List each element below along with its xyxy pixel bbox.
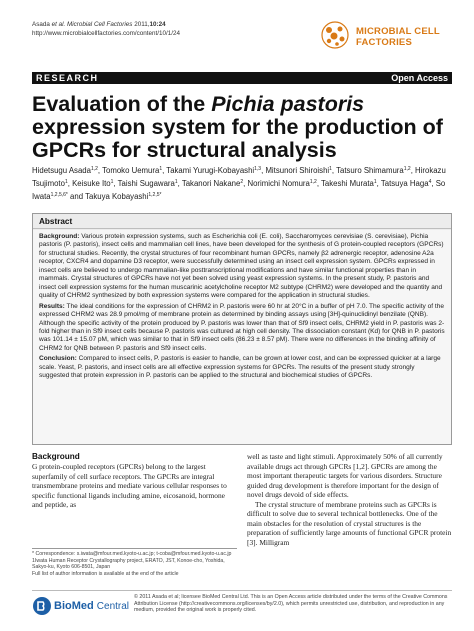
journal-logo[interactable] [320,20,452,54]
author-name: Tomoko Uemura [102,166,160,175]
author-affiliation-sup: 1 [159,166,163,172]
abstract-heading: Abstract [33,214,451,229]
author-name: Takami Yurugi-Kobayashi [166,166,255,175]
author-affiliation-sup: 1,2,5,6* [50,191,68,198]
body-paragraph: well as taste and light stimuli. Approximately 50% of all currently available drugs act through GPCRs [1,2]. GPCRs are among the most important therapeutic targets for various disorders. Structure guided drug development is therefore important for the design of novel drugs devoid of side effects. [247,452,443,499]
author-name: Keisuke Ito [72,178,111,188]
copyright-notice: © 2011 Asada et al; licensee BioMed Central Ltd. This is an Open Access article distributed under the terms of the Creative Commons Attribution License (http://creativecommons.org/licenses/by/2.0), which permits unrestricted use, distribution, and reproduction in any medium, provided the original work is properly cited. [134,594,448,613]
author-affiliation-sup: 1,2 [90,166,98,172]
page-header [32,20,452,60]
footnote-affiliation: 1Iwata Human Receptor Crystallography project, ERATO, JST, Konoe-cho, Yoshida, Sakyo-ku, Kyoto 606-8501, Japan [32,557,225,571]
abstract-results: Results: The ideal conditions for the expression of CHRM2 in P. pastoris were 60 hr at 20°C in a buffer of pH 7.0. The specific activity of the expressed CHRM2 was 28.9 pmol/mg of membrane protein as determined by binding assays using [3H]-quinuclidinyl benzilate (QNB). Although the specific activity of the protein produced by P. pastoris was lower than that of Sf9 insect cells, CHRM2 yield in P. pastoris was 2-fold higher than in Sf9 insect cells because P. pastoris was cultured at high cell density. The dissociation constant (Kd) for QNB in P. pastoris was 101.14 ± 15.07 pM, which was similar to that in Sf9 insect cells (86.23 ± 8.57 pM). There were no differences in the binding affinity of CHRM2 for QNB between P. pastoris and Sf9 insect cells. [39,302,445,352]
author-name: Takeshi Murata [321,178,374,188]
author-affiliation-sup: 4 [428,178,432,185]
biomed-central-wordmark: BioMed Central [54,600,130,612]
citation-volume: 10:24 [149,21,166,28]
author-affiliation-sup: 2 [240,178,244,185]
author-name: Tatsuro Shimamura [336,166,404,175]
author-name: Takuya Kobayashi [85,191,149,201]
logo-line-1: MICROBIAL CELL [356,26,440,37]
author-name: Mitsunori Shiroishi [265,166,330,175]
article-type-band [32,72,452,84]
author-affiliation-sup: 1,2 [403,166,411,172]
author-list: Hidetsugu Asada$^{1,2}$, Tomoko Uemura$^1$, Takami Yurugi-Kobayashi$^{1,3}$, Mitsunori Shiroishi$^1$, Tatsuro Shimamura$^{1,2}$, Hirokazu Tsujimoto$^1$, Keisuke Ito$^1$, Taishi Sugawara$^1$, Takanori Nakane$^2$, Norimichi Nomura$^{1,2}$, Takeshi Murata$^1$, Tatsuya Haga$^4$, So Iwata$^{1,2,5,6*}$ and Takuya Kobayashi$^{1,2,5*}$ [32,166,446,201]
author-affiliation-sup: 1,2,5* [148,191,162,198]
correspondence-footnote [32,548,237,577]
footnote-correspondence[interactable]: * Correspondence: s.iwata@mfour.med.kyoto-u.ac.jp; t-coba@mfour.med.kyoto-u.ac.jp [32,551,232,557]
author-affiliation-sup: 1 [329,166,332,172]
logo-line-2: FACTORIES [356,37,412,48]
author-affiliation-sup: 1,2 [309,178,317,185]
author-name: Hidetsugu Asada [32,166,91,175]
author-name: Tatsuya Haga [380,178,429,188]
body-paragraph: G protein-coupled receptors (GPCRs) belong to the largest superfamily of cell surface receptors. The GPCRs are integral transmembrane proteins and mediate various cellular responses to specific functional ligands including amine, eicosanoid, hormone and peptide, as [32,462,227,509]
author-affiliation-sup: 1 [373,178,377,185]
author-affiliation-sup: 1 [174,178,178,185]
microbial-cell-logo-icon [320,20,350,50]
author-affiliation-sup: 1 [64,178,68,185]
body-column-right [247,452,452,547]
abstract-conclusion: Conclusion: Compared to insect cells, P. pastoris is easier to handle, can be grown at lower cost, and can be expressed quicker at a large scale. Yeast, P. pastoris, and insect cells are all effective expression systems for GPCRs. The results of the present study strongly suggested that protein expression in P. pastoris can be applied to the structural and biochemical studies of GPCRs. [39,355,441,380]
author-name: Norimichi Nomura [247,178,310,188]
citation-author: Asada [32,21,50,28]
section-heading-background: Background [32,452,80,461]
author-name: Takanori Nakane [181,178,241,188]
journal-logo-text [356,26,440,48]
footnote-full-list: Full list of author information is available at the end of the article [32,570,179,577]
article-type-label: RESEARCH [36,73,99,83]
body-column-left [32,452,237,510]
abstract-background: Background: Various protein expression systems, such as Escherichia coli (E. coli), Saccharomyces cerevisiae (S. cerevisiae), Pichia pastoris (P. pastoris), insect cells and mammalian cell lines, have been developed for the synthesis of G protein-coupled receptors (GPCRs) for structural studies. Recently, the crystal structures of four recombinant human GPCRs, namely β2 adrenergic receptor, adenosine A2a receptor, CXCR4 and dopamine D3 receptor, were successfully determined using an insect cell expression system. GPCRs expressed in insect cells are believed to undergo mammalian-like posttranscriptional modifications and have similar functional properties than in mammals. Crystal structures of GPCRs have not yet been solved using yeast expression systems. In the present study, P. pastoris and insect cell expression systems for the human muscarinic acetylcholine receptor M2 subtype (CHRM2) were developed and the quantity and quality of CHRM2 synthesized by both expression systems were compared for the application in structural studies. [39,233,444,300]
author-name: So Iwata [32,178,446,201]
article-url[interactable]: http://www.microbialcellfactories.com/content/10/1/24 [32,30,181,37]
article-title: Evaluation of the Pichia pastoris expression system for the production of GPCRs for structural analysis [32,92,443,162]
biomed-central-logo[interactable] [32,596,130,618]
biomed-central-logo-icon [32,596,52,616]
abstract-box [32,213,452,445]
citation-journal: Microbial Cell Factories [67,21,133,28]
citation-year: 2011, [134,21,150,28]
citation-et-al: et al. [51,21,66,28]
body-paragraph: The crystal structure of membrane proteins such as GPCRs is difficult to solve due to several technical bottlenecks. One of the main obstacles for the resolution of crystal structures is the preparation of sufficiently large amounts of functional GPCR protein [3]. Milligram [247,499,452,547]
abstract-body [33,230,451,444]
footer-divider [32,590,452,591]
open-access-label: Open Access [391,73,448,83]
author-name: Hirokazu Tsujimoto [32,166,446,188]
author-affiliation-sup: 1,3 [254,166,262,172]
citation-line [32,20,166,29]
author-name: Taishi Sugawara [117,178,175,188]
author-affiliation-sup: 1 [110,178,114,185]
